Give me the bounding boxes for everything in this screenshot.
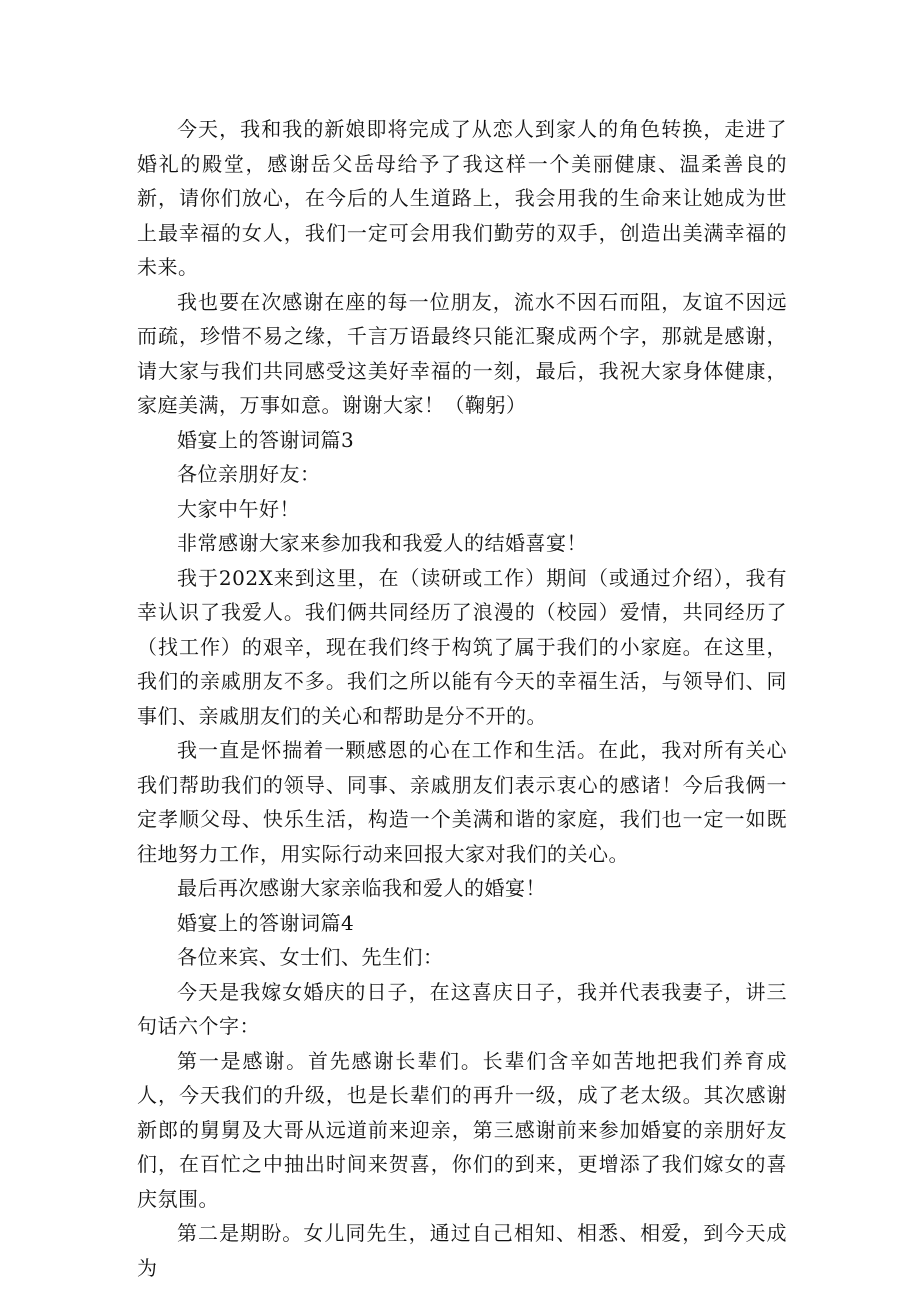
greeting-line: 各位来宾、女士们、先生们： [177, 945, 444, 969]
paragraph-first-point: 第一是感谢。首先感谢长辈们。长辈们含辛如苦地把我们养育成人，今天我们的升级，也是长辈们的再升一级，成了老太级。其次感谢新郎的舅舅及大哥从远道前来迎亲，第三感谢前来参加婚宴的亲朋好友们，在百忙之中抽出时间来贺喜，你们的到来，更增添了我们嫁女的喜庆氛围。 [137, 1048, 787, 1211]
paragraph-1: 今天，我和我的新娘即将完成了从恋人到家人的角色转换，走进了婚礼的殿堂，感谢岳父岳母给予了我这样一个美丽健康、温柔善良的新，请你们放心，在今后的人生道路上，我会用我的生命来让她成为世上最幸福的女人，我们一定可会用我们勤劳的双手，创造出美满幸福的未来。 [137, 117, 787, 279]
section-heading-3: 婚宴上的答谢词篇3 [177, 427, 355, 452]
paragraph-thanks: 非常感谢大家来参加我和我爱人的结婚喜宴！ [177, 531, 587, 555]
paragraph-closing: 最后再次感谢大家亲临我和爱人的婚宴！ [177, 876, 546, 900]
greeting-line: 大家中午好！ [177, 496, 300, 521]
greeting-line: 各位亲朋好友： [177, 462, 321, 486]
paragraph-gratitude: 我一直是怀揣着一颗感恩的心在工作和生活。在此，我对所有关心我们帮助我们的领导、同事、亲戚朋友们表示衷心的感诸！今后我俩一定孝顺父母、快乐生活，构造一个美满和谐的家庭，我们也一定一如既往地努力工作，用实际行动来回报大家对我们的关心。 [137, 738, 787, 866]
section-heading-4: 婚宴上的答谢词篇4 [177, 910, 355, 935]
document-body [137, 112, 787, 1285]
paragraph-2: 我也要在次感谢在座的每一位朋友，流水不因石而阻，友谊不因远而疏，珍惜不易之缘，千言万语最终只能汇聚成两个字，那就是感谢，请大家与我们共同感受这美好幸福的一刻，最后，我祝大家身体健康，家庭美满，万事如意。谢谢大家！（鞠躬） [137, 289, 787, 417]
paragraph-second-point: 第二是期盼。女儿同先生，通过自己相知、相悉、相爱，到今天成为 [137, 1221, 787, 1280]
paragraph-intro: 今天是我嫁女婚庆的日子，在这喜庆日子，我并代表我妻子，讲三句话六个字： [137, 979, 787, 1038]
paragraph-story: 我于202X来到这里，在（读研或工作）期间（或通过介绍），我有幸认识了我爱人。我们俩共同经历了浪漫的（校园）爱情，共同经历了（找工作）的艰辛，现在我们终于构筑了属于我们的小家庭。在这里，我们的亲戚朋友不多。我们之所以能有今天的幸福生活，与领导们、同事们、亲戚朋友们的关心和帮助是分不开的。 [137, 565, 787, 728]
